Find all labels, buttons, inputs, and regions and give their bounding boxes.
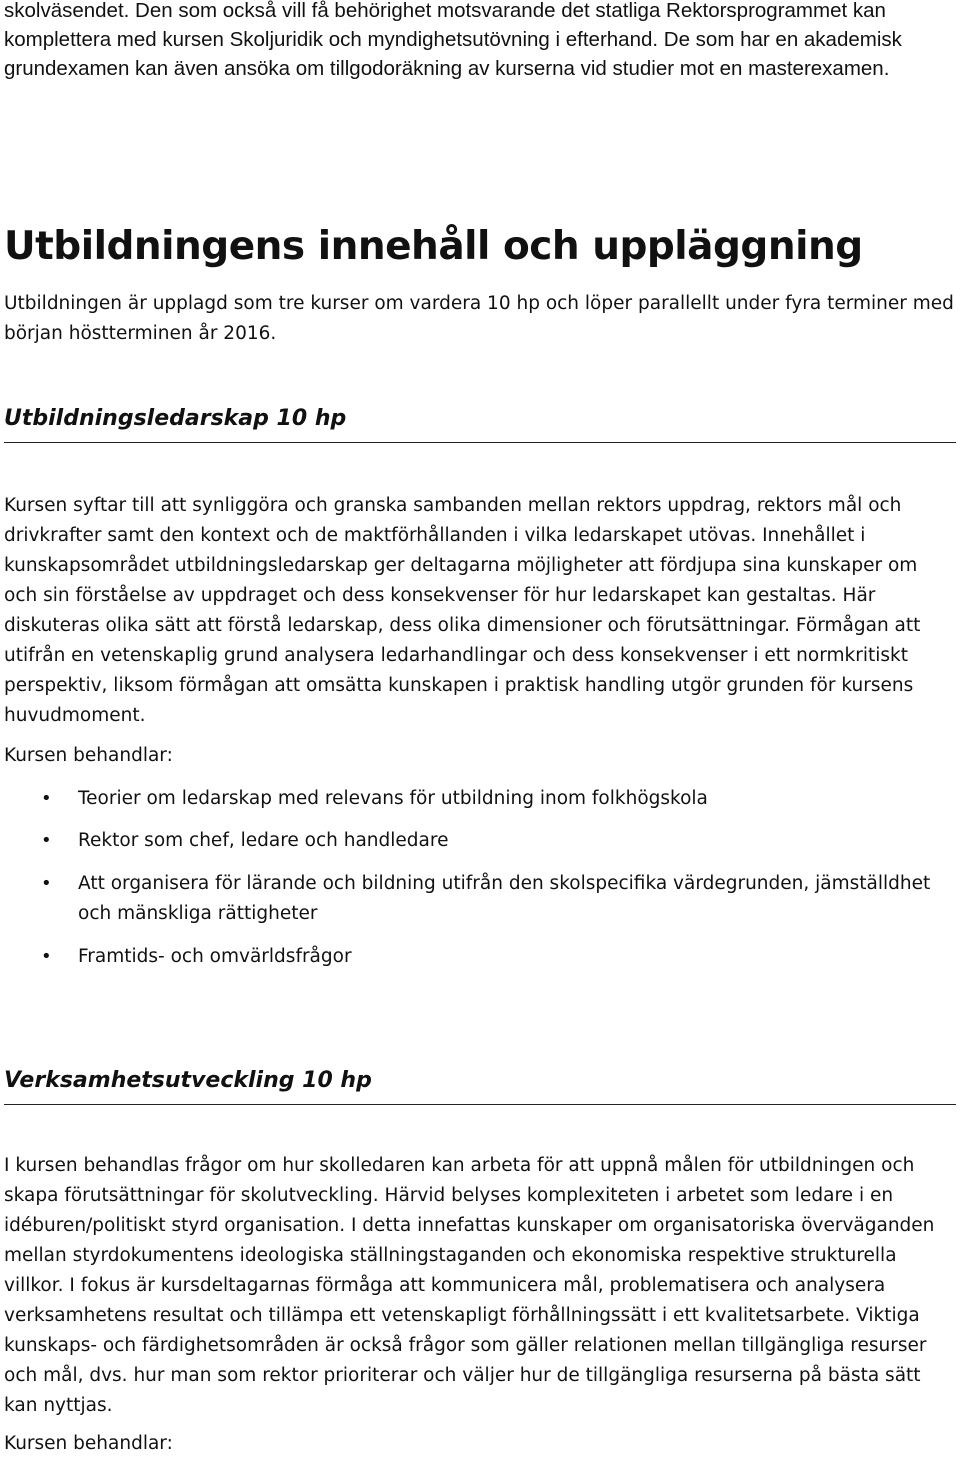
- section-heading: Utbildningens innehåll och uppläggning: [4, 224, 863, 269]
- list-item: [41, 784, 938, 814]
- list-item-text: Teorier om ledarskap med relevans för utbildning inom folkhögskola: [78, 788, 708, 809]
- list-item: [41, 942, 938, 972]
- course-description-utbildningsledarskap: Kursen syftar till att synliggöra och granska sambanden mellan rektors uppdrag, rektors mål och drivkrafter samt den kontext och de maktförhållanden i vilka ledarskapet utövas. Innehållet i kunskapsområdet utbildningsledarskap ger deltagarna möjligheter att fördjupa sina kunskaper om och sin förståelse av uppdraget och dess konsekvenser för hur ledarskapet kan gestaltas. Här diskuteras olika sätt att förstå ledarskap, dess olika dimensioner och förutsättningar. Förmågan att utifrån en vetenskaplig grund analysera ledarhandlingar och dess konsekvenser i ett normkritiskt perspektiv, liksom förmågan att omsätta kunskapen i praktisk handling utgör grunden för kursens huvudmoment.: [4, 495, 921, 726]
- list-item: [41, 869, 938, 929]
- course-covers-label: Kursen behandlar:: [4, 1433, 173, 1454]
- bullet-icon: •: [41, 788, 52, 809]
- list-item-text: Att organisera för lärande och bildning utifrån den skolspecifika värdegrunden, jämställdhet och mänskliga rättigheter: [78, 873, 931, 924]
- list-item: [41, 826, 938, 856]
- course-covers-label: Kursen behandlar:: [4, 745, 173, 766]
- section-paragraph: Utbildningen är upplagd som tre kurser om vardera 10 hp och löper parallellt under fyra terminer med början höstterminen år 2016.: [4, 293, 954, 344]
- bullet-icon: •: [41, 946, 52, 967]
- list-item-text: Framtids- och omvärldsfrågor: [78, 946, 352, 967]
- course-description-verksamhetsutveckling: I kursen behandlas frågor om hur skolledaren kan arbeta för att uppnå målen för utbildningen och skapa förutsättningar för skolutveckling. Härvid belyses komplexiteten i arbetet som ledare i en idéburen/politiskt styrd organisation. I detta innefattas kunskaper om organisatoriska överväganden mellan styrdokumentens ideologiska ställningstaganden och ekonomiska respektive strukturella villkor. I fokus är kursdeltagarnas förmåga att kommunicera mål, problematisera och analysera verksamhetens resultat och tillämpa ett vetenskapligt förhållningssätt i ett kvalitetsarbete. Viktiga kunskaps- och färdighetsområden är också frågor som gäller relationen mellan tillgängliga resurser och mål, dvs. hur man som rektor prioriterar och väljer hur de tillgängliga resurserna på bästa sätt kan nyttjas.: [4, 1155, 935, 1416]
- bullet-icon: •: [41, 830, 52, 851]
- intro-paragraph: skolväsendet. Den som också vill få behörighet motsvarande det statliga Rektorsprogrammet kan komplettera med kursen Skoljuridik och myndighetsutövning i efterhand. De som har en akademisk grundexamen kan även ansöka om tillgodoräkning av kurserna vid studier mot en masterexamen.: [4, 0, 902, 80]
- bullet-icon: •: [41, 873, 52, 894]
- list-item-text: Rektor som chef, ledare och handledare: [78, 830, 449, 851]
- course-heading-verksamhetsutveckling: Verksamhetsutveckling 10 hp: [4, 1066, 956, 1105]
- course-heading-utbildningsledarskap: Utbildningsledarskap 10 hp: [4, 404, 956, 443]
